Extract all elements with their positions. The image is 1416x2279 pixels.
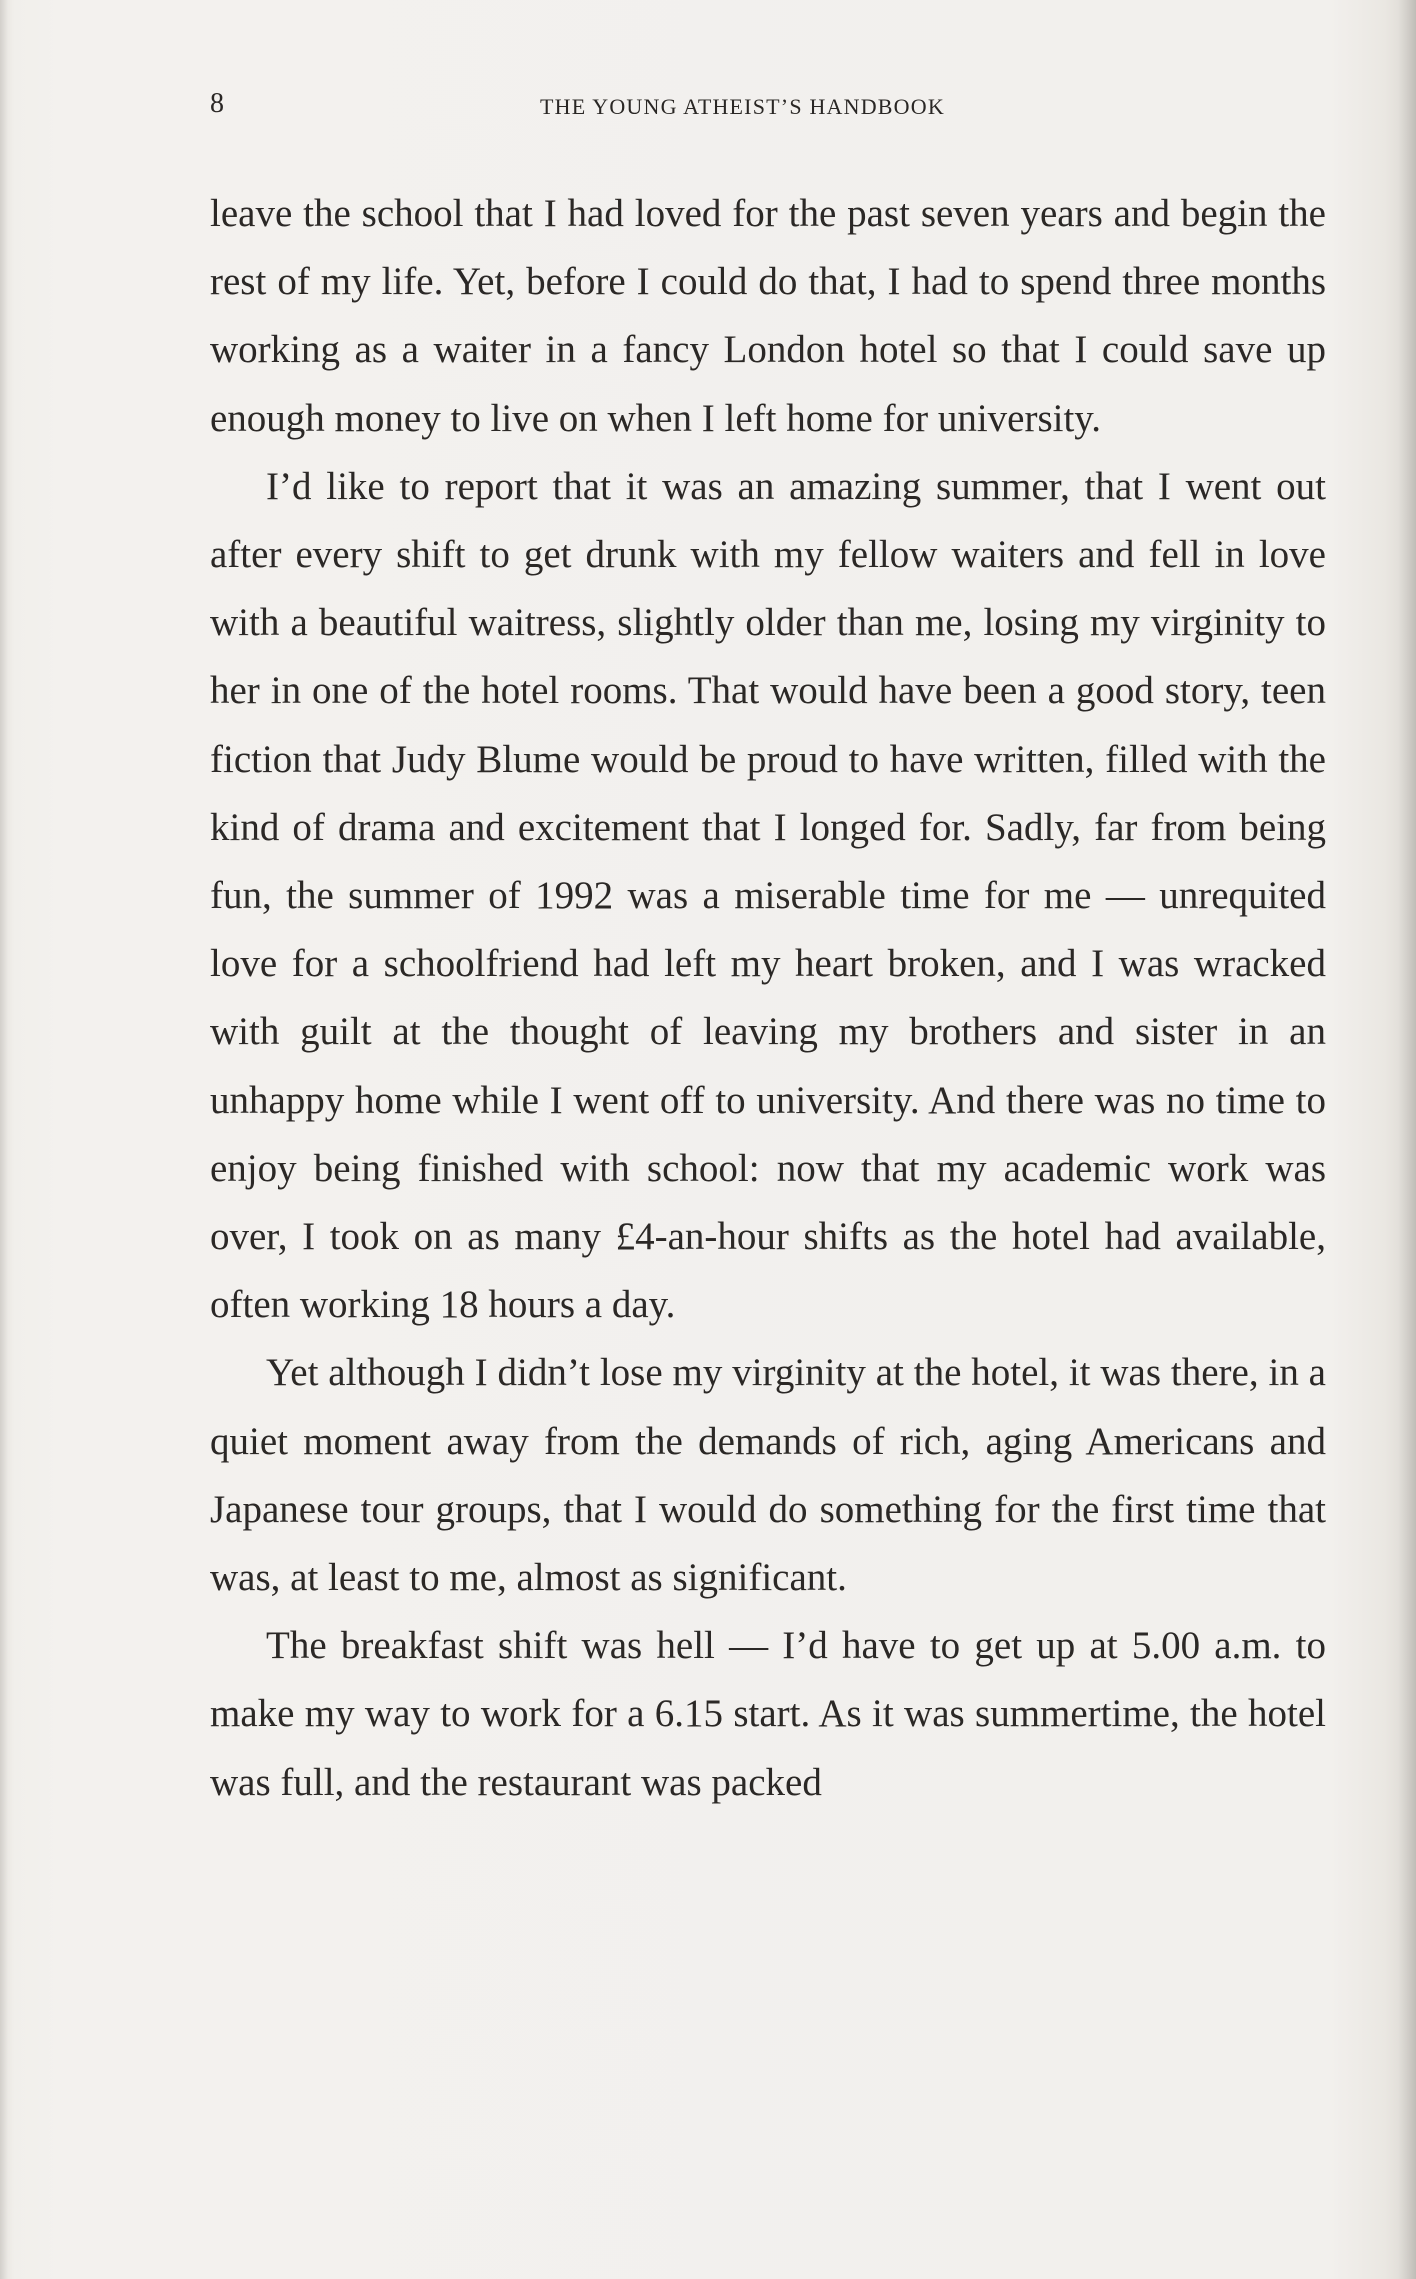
paragraph-3: Yet although I didn’t lose my virginity at the hotel, it was there, in a quiet moment away from the demands of rich, aging Americans and Japanese tour groups, that I would do something for the first time that was, at least to me, almost as significant. (210, 1351, 1326, 1600)
paragraph-4: The breakfast shift was hell — I’d have to get up at 5.00 a.m. to make my way to work for a 6.15 start. As it was summertime, the hotel was full, and the restaurant was packed (210, 1624, 1326, 1804)
running-head (210, 88, 1326, 128)
page-gutter-shadow (0, 0, 8, 2279)
page-edge-shadow (1398, 0, 1416, 2279)
paragraph-2: I’d like to report that it was an amazing summer, that I went out after every shift to get drunk with my fellow waiters and fell in love with a beautiful waitress, slightly older than me, losing my virginity to her in one of the hotel rooms. That would have been a good story, teen fiction that Judy Blume would be proud to have written, filled with the kind of drama and excitement that I longed for. Sadly, far from being fun, the summer of 1992 was a miserable time for me — unrequited love for a schoolfriend had left my heart broken, and I was wracked with guilt at the thought of leaving my brothers and sister in an unhappy home while I went off to university. And there was no time to enjoy being finished with school: now that my academic work was over, I took on as many £4-an-hour shifts as the hotel had available, often working 18 hours a day. (210, 464, 1326, 1327)
page-number: 8 (210, 88, 224, 119)
body-text (210, 180, 1326, 1817)
paragraph-1: leave the school that I had loved for the past seven years and begin the rest of my life. Yet, before I could do that, I had to spend three months working as a waiter in a fancy London hotel so that I could save up enough money to live on when I left home for university. (210, 192, 1326, 440)
book-title: THE YOUNG ATHEIST’S HANDBOOK (540, 94, 945, 119)
